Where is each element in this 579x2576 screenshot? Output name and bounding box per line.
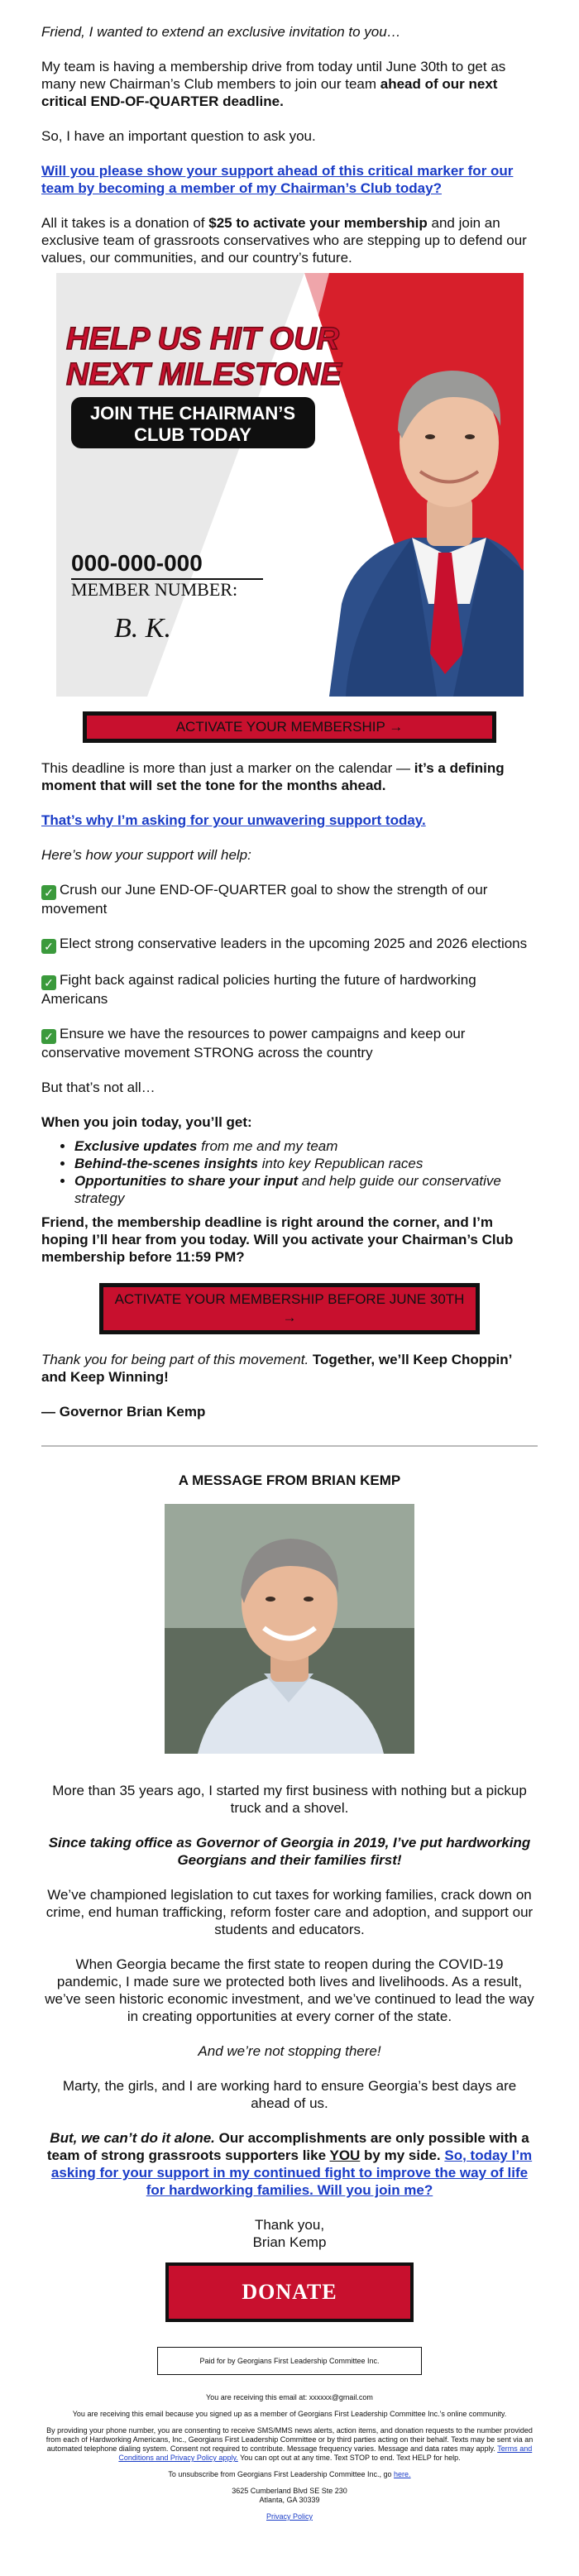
signature: B. K. [113, 613, 171, 644]
message-paragraph-3: We’ve championed legislation to cut taxes for working families, crack down on crime, end human trafficking, reform foster care and adoption, and support our students and educators. [45, 1887, 534, 1937]
hero-pill-line-2: CLUB TODAY [133, 424, 251, 445]
unwavering-support-link[interactable]: That’s why I’m asking for your unwavering support today. [41, 812, 426, 828]
check-item: ✓ Crush our June END-OF-QUARTER goal to show the strength of our movement [41, 882, 488, 917]
check-mark-icon: ✓ [41, 885, 56, 900]
check-item: ✓ Fight back against radical policies hurting the future of hardworking Americans [41, 972, 476, 1007]
activate-before-deadline-button[interactable]: ACTIVATE YOUR MEMBERSHIP BEFORE JUNE 30TH → [99, 1283, 480, 1334]
closing-paragraph: Friend, the membership deadline is right around the corner, and I’m hoping I’ll hear from you today. Will you activate your Chairman’s Club membership before 11:59 PM? [41, 1214, 514, 1265]
benefits-list [41, 1137, 538, 1207]
deadline-paragraph: This deadline is more than just a marker on the calendar — it’s a defining moment that will set the tone for the months ahead. [41, 760, 505, 793]
receiving-email-notice: You are receiving this email at: xxxxxx@gmail.com [206, 2393, 373, 2401]
message-paragraph-2: Since taking office as Governor of Georgia in 2019, I’ve put hardworking Georgians and their families first! [48, 1835, 531, 1868]
support-link[interactable]: Will you please show your support ahead of this critical marker for our team by becoming a member of my Chairman’s Club today? [41, 163, 514, 196]
intro-paragraph-3: All it takes is a donation of $25 to activate your membership and join an exclusive team of grassroots conservatives who are stepping up to defend our values, our communities, and our country’s future. [41, 215, 527, 266]
thanks-paragraph: Thank you for being part of this movement. Together, we’ll Keep Choppin’ and Keep Winning! [41, 1352, 512, 1385]
list-item: • Behind-the-scenes insights into key Republican races [74, 1155, 538, 1172]
sms-consent-notice: By providing your phone number, you are consenting to receive SMS/MMS news alerts, action items, and donation requests to the number provided from each of Hardworking Americans, Inc., Georgians First Leadership Committee or by third parties acting on their behalf. Texts may be sent via an automated telephone dialing system. Consent not required to contribute. Message frequency varies. Message and data rates may apply. Terms and Conditions and Privacy Policy apply. You can opt out at any time. Text STOP to end. Text HELP for help. [45, 2426, 534, 2462]
message-paragraph-7: But, we can’t do it alone. Our accomplishments are only possible with a team of strong grassroots supporters like YOU by my side. So, today I’m asking for your support in my continued fight to improve the way of life for hardworking families. Will you join me? [46, 2130, 533, 2198]
address-line-1: 3625 Cumberland Blvd SE Ste 230 [232, 2487, 347, 2495]
governor-photo [165, 1504, 414, 1754]
check-mark-icon: ✓ [41, 1029, 56, 1044]
message-title: A MESSAGE FROM BRIAN KEMP [178, 1472, 401, 1488]
section-divider [41, 1445, 538, 1447]
member-number-value: 000-000-000 [70, 550, 203, 576]
thank-you-text: Thank you, [254, 2217, 325, 2233]
message-paragraph-5: And we’re not stopping there! [198, 2043, 381, 2059]
privacy-policy-line [41, 2512, 538, 2521]
intro-paragraph-1: My team is having a membership drive from today until June 30th to get as many new Chairman’s Club members to join our team ahead of our next critical END-OF-QUARTER deadline. [41, 59, 506, 109]
join-me-link[interactable]: So, today I’m asking for your support in my continued fight to improve the way of life for hardworking families. Will you join me? [50, 2147, 533, 2198]
hero-pill-line-1: JOIN THE CHAIRMAN’S [89, 403, 295, 424]
message-paragraph-4: When Georgia became the first state to reopen during the COVID-19 pandemic, I made sure we protected both lives and livelihoods. As a result, we’ve seen historic economic investment, and we’ve continued to lead the way in creating opportunities at every corner of the state. [45, 1956, 534, 2024]
message-paragraph-6: Marty, the girls, and I are working hard to ensure Georgia’s best days are ahead of us. [62, 2078, 517, 2111]
signoff-name: — Governor Brian Kemp [41, 1404, 206, 1420]
unsubscribe-notice: To unsubscribe from Georgians First Leadership Committee Inc., go here. [168, 2470, 411, 2478]
hero-headline-line-1: HELP US HIT OUR [65, 322, 339, 357]
unsubscribe-link[interactable]: here. [394, 2470, 411, 2478]
email-body [41, 0, 538, 2521]
paid-for-disclaimer: Paid for by Georgians First Leadership Committee Inc. [157, 2347, 422, 2375]
member-number-label: MEMBER NUMBER: [70, 579, 237, 600]
signup-reason-notice: You are receiving this email because you signed up as a member of Georgians First Leadership Committee Inc.'s online community. [72, 2410, 507, 2418]
terms-privacy-link[interactable]: Terms and Conditions and Privacy Policy apply. [118, 2444, 533, 2462]
check-mark-icon: ✓ [41, 939, 56, 954]
check-item: ✓ Elect strong conservative leaders in the upcoming 2025 and 2026 elections [41, 935, 538, 954]
message-paragraph-1: More than 35 years ago, I started my first business with nothing but a pickup truck and a shovel. [52, 1783, 527, 1816]
donate-button[interactable]: DONATE [165, 2262, 414, 2322]
intro-paragraph-2: So, I have an important question to ask you. [41, 128, 316, 144]
activate-membership-button[interactable]: ACTIVATE YOUR MEMBERSHIP → [83, 711, 496, 743]
privacy-policy-link[interactable]: Privacy Policy [266, 2512, 313, 2521]
hero-banner-image[interactable] [56, 273, 524, 697]
hero-headline-line-2: NEXT MILESTONE [65, 357, 342, 392]
list-item: • Opportunities to share your input and help guide our conservative strategy [74, 1172, 538, 1207]
unwavering-support-paragraph [41, 812, 538, 829]
greeting: Friend, I wanted to extend an exclusive invitation to you… [41, 24, 401, 40]
list-item: • Exclusive updates from me and my team [74, 1137, 538, 1155]
help-intro: Here’s how your support will help: [41, 847, 251, 863]
check-mark-icon: ✓ [41, 975, 56, 990]
join-today-heading: When you join today, you’ll get: [41, 1114, 252, 1130]
address-line-2: Atlanta, GA 30339 [259, 2496, 320, 2504]
signature-name: Brian Kemp [252, 2234, 327, 2250]
support-link-paragraph [41, 162, 538, 197]
check-item: ✓ Ensure we have the resources to power campaigns and keep our conservative movement STRONG across the country [41, 1026, 466, 1061]
not-all-text: But that’s not all… [41, 1080, 156, 1095]
